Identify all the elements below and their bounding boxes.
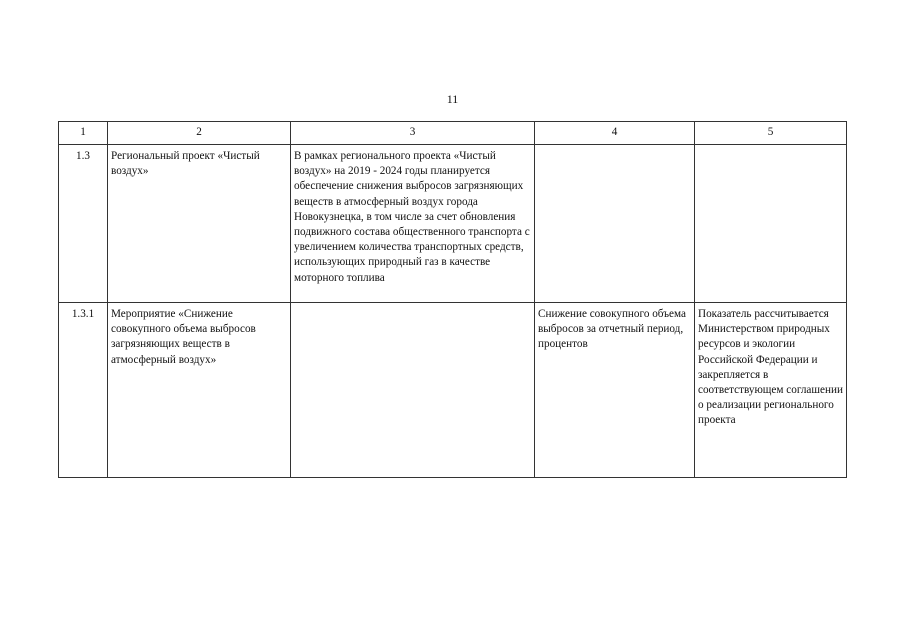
row-description: В рамках регионального проекта «Чистый воздух» на 2019 - 2024 годы планируется обеспечение снижения выбросов загрязняющих веществ в атмосферный воздух города Новокузнецка, в том числе за счет обновления подвижного состава общественного транспорта с увеличением количества транспортных средств, использующих природный газ в качестве моторного топлива: [291, 145, 535, 303]
column-header: 3: [291, 122, 535, 145]
row-note: Показатель рассчитывается Министерством природных ресурсов и экологии Российской Федерации и закрепляется в соответствующем соглашении о реализации регионального проекта: [695, 303, 847, 478]
row-name: Региональный проект «Чистый воздух»: [108, 145, 291, 303]
column-header: 2: [108, 122, 291, 145]
row-number: 1.3.1: [59, 303, 108, 478]
row-indicator: [535, 145, 695, 303]
table-row: [59, 303, 847, 478]
column-header: 5: [695, 122, 847, 145]
column-header: 1: [59, 122, 108, 145]
column-header: 4: [535, 122, 695, 145]
row-name: Мероприятие «Снижение совокупного объема выбросов загрязняющих веществ в атмосферный воздух»: [108, 303, 291, 478]
measures-table: [58, 121, 847, 478]
page-number: 11: [446, 92, 459, 106]
table-header-row: [59, 122, 847, 145]
row-indicator: Снижение совокупного объема выбросов за отчетный период, процентов: [535, 303, 695, 478]
row-number: 1.3: [59, 145, 108, 303]
row-description: [291, 303, 535, 478]
row-note: [695, 145, 847, 303]
table-row: [59, 145, 847, 303]
